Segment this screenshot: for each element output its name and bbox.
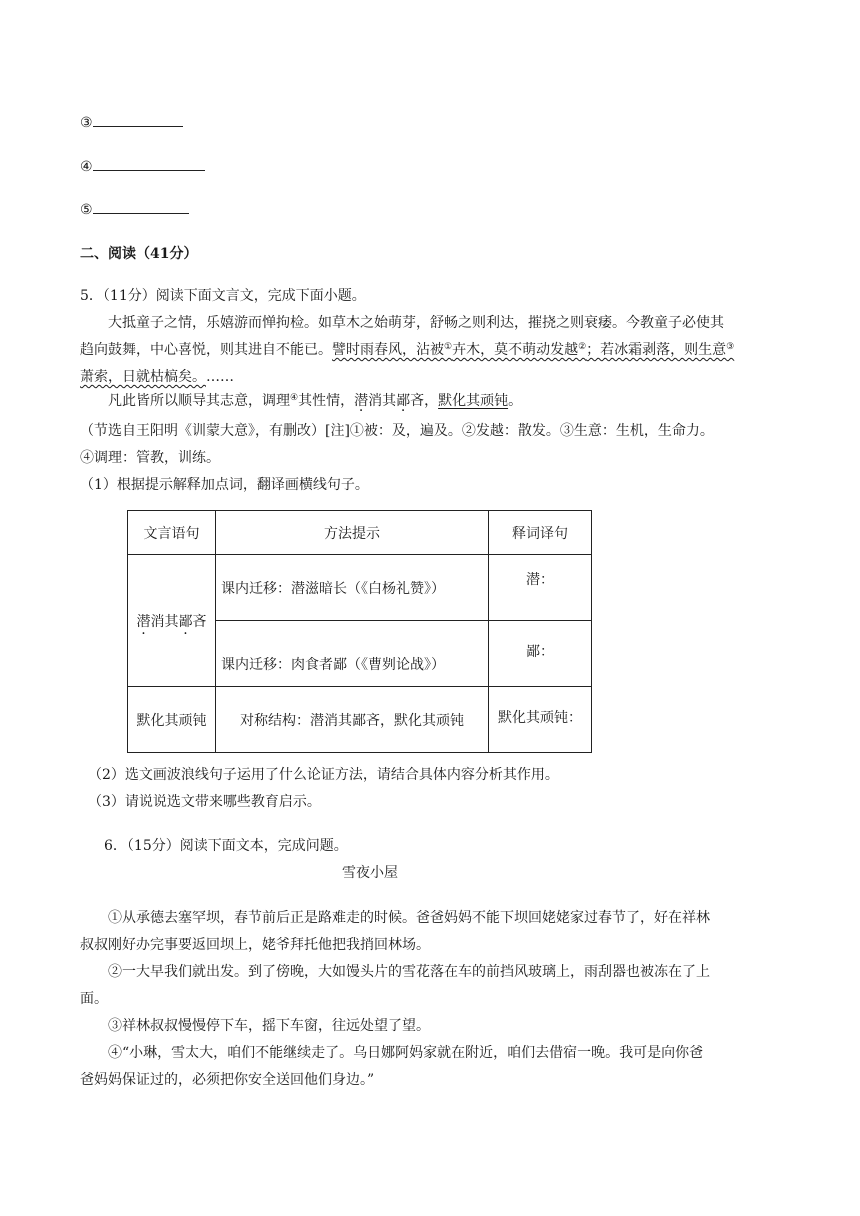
table-header: 文言语句 (128, 511, 216, 555)
table-cell-answer[interactable]: 默化其顽钝： (489, 687, 592, 753)
table-cell-hint: 对称结构：潜消其鄙吝，默化其顽钝 (216, 687, 489, 753)
wavy-underlined-sentence (332, 342, 734, 358)
q5-subquestion-1: （1）根据提示解释加点词，翻译画横线句子。 (80, 477, 369, 493)
q6-intro: 6．（15分）阅读下面文本，完成问题。 (104, 838, 348, 854)
table-header: 释词译句 (489, 511, 592, 555)
wavy-underlined-sentence-end: 萧索，日就枯槁矣。 (80, 369, 206, 385)
note-marker: ② (578, 342, 587, 352)
note-marker: ③ (726, 342, 735, 352)
text-span: 趋向鼓舞，中心喜悦，则其进自不能已。 (80, 342, 332, 358)
q5-intro: 5．（11分）阅读下面文言文，完成下面小题。 (80, 288, 366, 304)
table-cell-hint: 课内迁移：肉食者鄙（《曹刿论战》） (216, 621, 489, 687)
q5-passage-line: 大抵童子之情，乐嬉游而惮拘检。如草木之始萌芽，舒畅之则利达，摧挠之则衰痿。今教童子必使其 (108, 315, 724, 331)
text-span: 消其 (368, 393, 397, 409)
table-cell-sentence (128, 555, 216, 687)
table-cell-answer[interactable]: 鄙： (489, 621, 592, 687)
table-cell-hint: 课内迁移：潜滋暗长（《白杨礼赞》） (216, 555, 489, 621)
q6-paragraph-line: ③祥林叔叔慢慢停下车，摇下车窗，往远处望了望。 (108, 1018, 430, 1034)
text-span: 卉木，莫不萌动发越 (452, 342, 579, 358)
table-row (128, 687, 592, 753)
answer-blank[interactable] (93, 199, 189, 214)
ellipsis: …… (206, 369, 234, 385)
text-span: 吝， (410, 393, 439, 409)
q5-note-line: ④调理：管教，训练。 (80, 450, 220, 466)
q5-passage-line (80, 340, 734, 360)
table-row (128, 555, 592, 621)
text-span: 其性情， (298, 393, 355, 409)
q5-subquestion-2: （2）选文画波浪线句子运用了什么论证方法，请结合具体内容分析其作用。 (88, 767, 559, 783)
text-span: 凡此皆所以顺导其志意，调理 (108, 393, 290, 409)
table-header: 方法提示 (216, 511, 489, 555)
answer-table (127, 510, 592, 753)
dotted-word-bi: 鄙 (178, 613, 193, 630)
note-marker: ④ (290, 393, 299, 403)
q5-subquestion-3: （3）请说说选文带来哪些教育启示。 (88, 794, 321, 810)
answer-line-5 (80, 199, 189, 218)
q6-paragraph-line: 爸妈妈保证过的，必须把你安全送回他们身边。” (80, 1072, 375, 1088)
text-span: ；若冰霜剥落，则生意 (586, 342, 727, 358)
dotted-word-qian: 潜 (136, 613, 151, 630)
table-cell-sentence: 默化其顽钝 (128, 687, 216, 753)
q6-paragraph-line: ④“小琳，雪太大，咱们不能继续走了。乌日娜阿妈家就在附近，咱们去借宿一晚。我可是向你爸 (108, 1045, 704, 1061)
text-span: 吝 (192, 613, 207, 630)
q6-paragraph-line: ①从承德去塞罕坝，春节前后正是路难走的时候。爸爸妈妈不能下坝回姥姥家过春节了，好在祥林 (108, 910, 710, 926)
q5-passage-line (80, 367, 234, 387)
answer-line-3 (80, 112, 183, 131)
text-span: 譬时雨春风，沾被 (332, 342, 444, 358)
q6-paragraph-line: ②一大早我们就出发。到了傍晚，大如馒头片的雪花落在车的前挡风玻璃上，雨刮器也被冻在了上 (108, 964, 710, 980)
answer-number: ④ (80, 159, 93, 175)
answer-blank[interactable] (93, 156, 205, 171)
q6-paragraph-line: 面。 (80, 991, 108, 1007)
q5-note-line: （节选自王阳明《训蒙大意》，有删改）[注]①被：及，遍及。②发越：散发。③生意：生机，生命力。 (80, 423, 714, 439)
text-span: 。 (508, 393, 523, 409)
table-cell-answer[interactable]: 潜： (489, 555, 592, 621)
article-title: 雪夜小屋 (342, 865, 398, 881)
underlined-sentence: 默化其顽钝 (438, 393, 509, 409)
answer-blank[interactable] (93, 112, 183, 127)
q6-paragraph-line: 叔叔刚好办完事要返回坝上，姥爷拜托他把我捎回林场。 (80, 937, 430, 953)
answer-number: ③ (80, 115, 93, 131)
answer-line-4 (80, 156, 205, 175)
answer-number: ⑤ (80, 202, 93, 218)
dotted-word-bi: 鄙 (396, 393, 411, 409)
table-header-row (128, 511, 592, 555)
section-title: 二、阅读（41分） (80, 246, 198, 262)
dotted-word-qian: 潜 (354, 393, 369, 409)
note-marker: ① (444, 342, 453, 352)
q5-passage-line (108, 391, 522, 411)
text-span: 消其 (150, 613, 179, 630)
